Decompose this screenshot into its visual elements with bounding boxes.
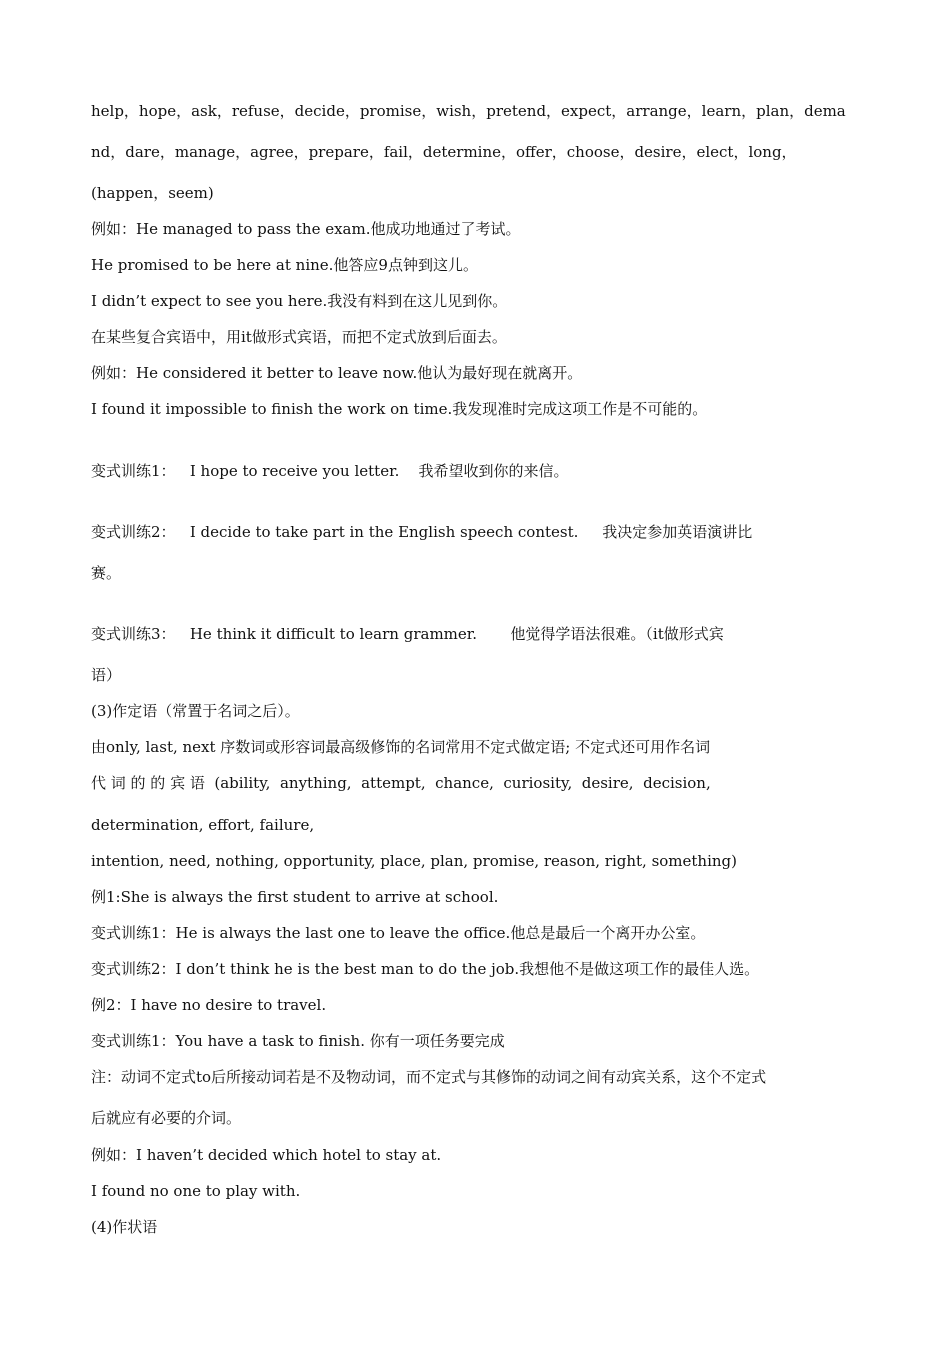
exercise-line: 变式训练1：He is always the last one to leave the office.他总是最后一个离开办公室。 bbox=[91, 924, 706, 942]
exercise-line: 变式训练3： He think it difficult to learn grammer. 他觉得学语法很难。（it做形式宾 bbox=[91, 625, 724, 643]
text-line: 例如：He managed to pass the exam.他成功地通过了考试。 bbox=[91, 220, 521, 238]
text-line: 语） bbox=[91, 666, 122, 684]
text-line: intention, need, nothing, opportunity, place, plan, promise, reason, right, something) bbox=[91, 852, 738, 870]
text-line: 例如：He considered it better to leave now.他认为最好现在就离开。 bbox=[91, 364, 583, 382]
section-heading: (4)作状语 bbox=[91, 1218, 158, 1236]
text-line: I found no one to play with. bbox=[91, 1182, 301, 1200]
text-line: 赛。 bbox=[91, 564, 122, 582]
section-heading: (3)作定语（常置于名词之后）。 bbox=[91, 702, 300, 720]
exercise-line: 变式训练1：You have a task to finish. 你有一项任务要完成 bbox=[91, 1032, 505, 1050]
exercise-line: 变式训练2： I decide to take part in the English speech contest. 我决定参加英语演讲比 bbox=[91, 523, 753, 541]
text-line: help，hope，ask，refuse，decide，promise，wish，pretend，expect，arrange，learn，plan，dema bbox=[91, 102, 846, 120]
text-line: I found it impossible to finish the work on time.我发现准时完成这项工作是不可能的。 bbox=[91, 400, 708, 418]
note-line: 注：动词不定式to后所接动词若是不及物动词，而不定式与其修饰的动词之间有动宾关系，这个不定式 bbox=[91, 1068, 767, 1086]
text-line: determination, effort, failure, bbox=[91, 816, 315, 834]
text-line: 例2：I have no desire to travel. bbox=[91, 996, 327, 1014]
text-line: He promised to be here at nine.他答应9点钟到这儿。 bbox=[91, 256, 478, 274]
exercise-line: 变式训练1： I hope to receive you letter. 我希望收到你的来信。 bbox=[91, 462, 569, 480]
exercise-line: 变式训练2：I don’t think he is the best man to do the job.我想他不是做这项工作的最佳人选。 bbox=[91, 960, 760, 978]
text-line: 例如：I haven’t decided which hotel to stay at. bbox=[91, 1146, 442, 1164]
text-line: I didn’t expect to see you here.我没有料到在这儿见到你。 bbox=[91, 292, 508, 310]
text-line: 由only, last, next 序数词或形容词最高级修饰的名词常用不定式做定语; 不定式还可用作名词 bbox=[91, 738, 711, 756]
text-line: 在某些复合宾语中，用it做形式宾语，而把不定式放到后面去。 bbox=[91, 328, 507, 346]
text-line: 例1:She is always the first student to arrive at school. bbox=[91, 888, 499, 906]
note-line: 后就应有必要的介词。 bbox=[91, 1109, 242, 1127]
text-line: (happen，seem) bbox=[91, 184, 214, 202]
text-line: nd，dare，manage，agree，prepare，fail，determine，offer，choose，desire，elect，long， bbox=[91, 143, 797, 161]
text-line: 代 词 的 的 宾 语 (ability, anything, attempt, chance, curiosity, desire, decision, bbox=[91, 774, 711, 792]
